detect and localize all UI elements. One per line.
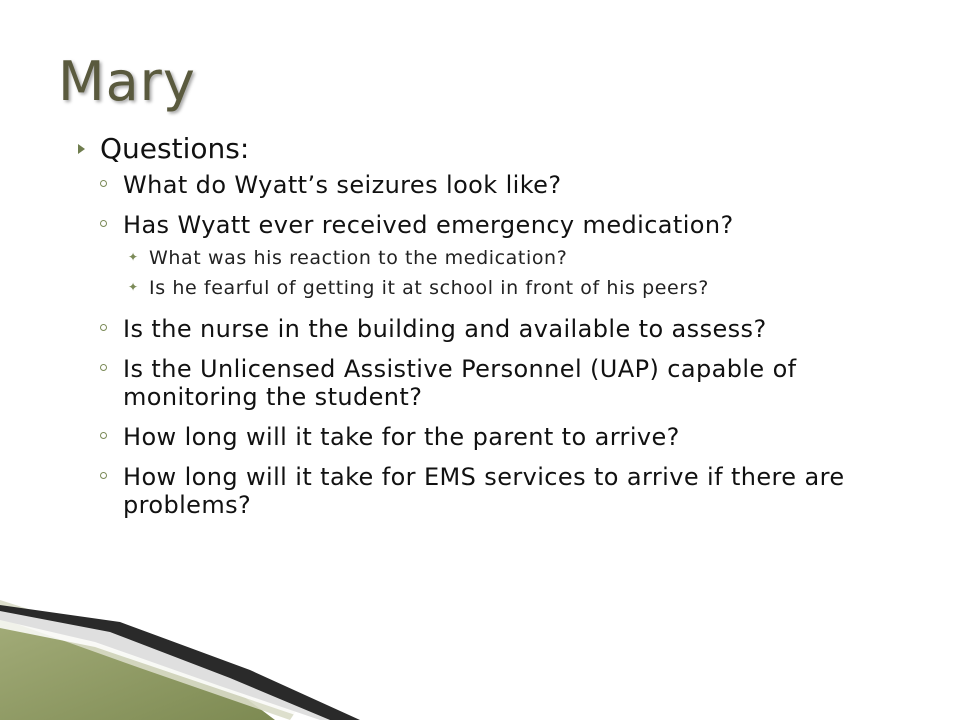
sub-question-text: Is he fearful of getting it at school in front of his peers? [149, 277, 709, 299]
sub-question-text: What was his reaction to the medication? [149, 247, 568, 269]
question-text: Is the Unlicensed Assistive Personnel (UAP) capable of monitoring the student? [123, 355, 797, 411]
diamond-bullet-icon: ✦ [128, 250, 139, 264]
slide-title: Mary [58, 50, 196, 113]
question-text: Is the nurse in the building and available to assess? [123, 315, 767, 343]
question-text: How long will it take for the parent to arrive? [123, 423, 680, 451]
question-text: How long will it take for EMS services to arrive if there are problems? [123, 463, 845, 519]
diamond-bullet-icon: ✦ [128, 280, 139, 294]
question-text: What do Wyatt’s seizures look like? [123, 171, 562, 199]
bullet-heading-text: Questions: [100, 132, 250, 165]
question-text: Has Wyatt ever received emergency medication? [123, 211, 734, 239]
